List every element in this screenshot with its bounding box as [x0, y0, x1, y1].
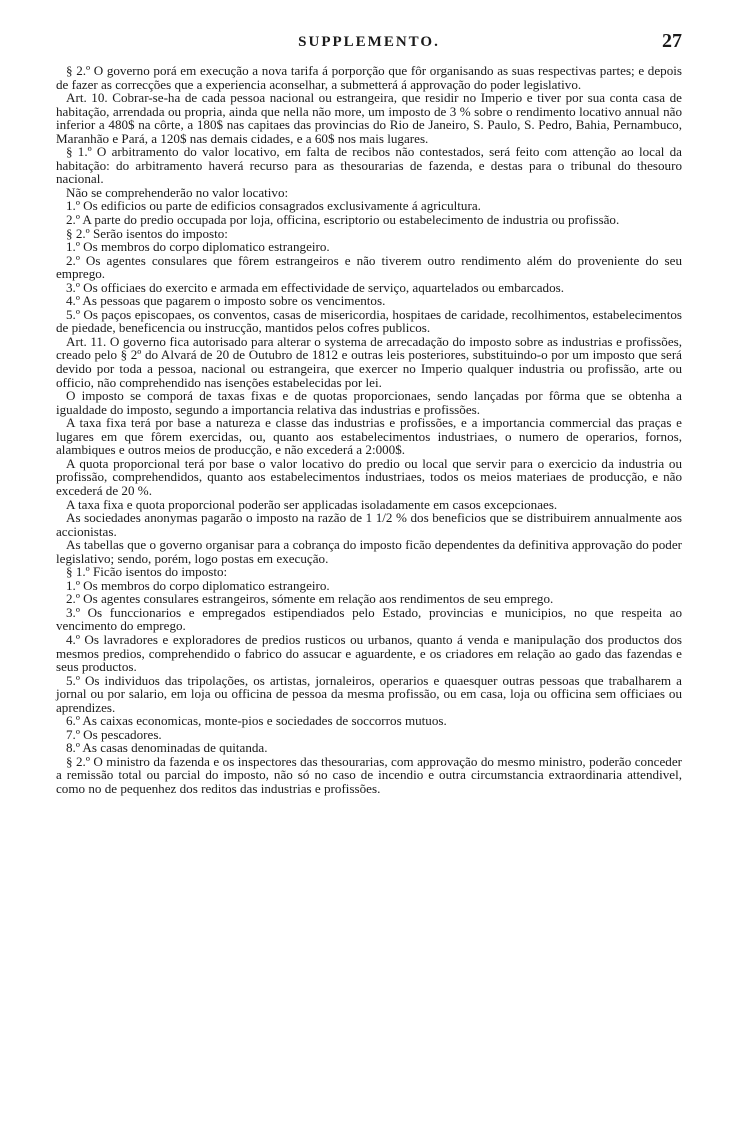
paragraph: As tabellas que o governo organisar para a cobrança do imposto ficão dependentes da definitiva approvação do poder legislativo; sendo, porém, logo postas em execução. — [56, 537, 682, 566]
paragraph: O imposto se comporá de taxas fixas e de quotas proporcionaes, sendo lançadas por fôrma que se obtenha a igualdade do imposto, segundo a importancia relativa das industrias e profissões. — [56, 388, 682, 417]
paragraph: 4.º Os lavradores e exploradores de predios rusticos ou urbanos, quanto á venda e manipulação dos productos dos mesmos predios, comprehendido o fabrico do assucar e aguardente, e os criadores em relação ao gado das fazendas e seus productos. — [56, 631, 682, 675]
paragraph: Art. 11. O governo fica autorisado para alterar o systema de arrecadação do imposto sobre as industrias e profissões, creado pelo § 2º do Alvará de 20 de Outubro de 1812 e outras leis posteriores, substituindo-o por um imposto que será devido por toda a pessoa, nacional ou estrangeira, que exercer no Imperio qualquer industria ou profissão, arte ou officio, não comprehendido nas isenções estabelecidas por lei. — [56, 333, 682, 390]
paragraph: 5.º Os paços episcopaes, os conventos, casas de misericordia, hospitaes de caridade, recolhimentos, estabelecimentos de piedade, beneficencia ou instrucção, mantidos pelos cofres publicos. — [56, 306, 682, 336]
paragraph: 1.º Os membros do corpo diplomatico estrangeiro. — [66, 577, 330, 593]
running-head: SUPPLEMENTO. — [298, 34, 440, 50]
paragraph: A quota proporcional terá por base o valor locativo do predio ou local que servir para o exercicio da industria ou profissão, comprehendidos, quanto aos estabelecimentos industriaes, todos os meios materiaes de producção, e não excederá de 20 %. — [56, 455, 682, 498]
paragraph: 1.º Os membros do corpo diplomatico estrangeiro. — [66, 239, 330, 255]
paragraph: 2.º Os agentes consulares que fôrem estrangeiros e não tiverem outro rendimento além do proveniente do seu emprego. — [56, 252, 682, 282]
paragraph: 7.º Os pescadores. — [66, 726, 162, 742]
body-text — [56, 64, 682, 796]
paragraph: 2.º Os agentes consulares estrangeiros, sómente em relação aos rendimentos de seu emprego. — [66, 591, 554, 607]
paragraph: 5.º Os individuos das tripolações, os artistas, jornaleiros, operarios e quaesquer outras pessoas que trabalharem a jornal ou por salario, em loja ou officina de pessoa da mesma profissão, ou em casa, loja ou officina sem officiaes ou aprendizes. — [56, 672, 682, 715]
page-header — [56, 30, 682, 60]
paragraph: 1.º Os edificios ou parte de edificios consagrados exclusivamente á agricultura. — [66, 198, 481, 214]
paragraph: 2.º A parte do predio occupada por loja, officina, escriptorio ou estabelecimento de industria ou profissão. — [66, 212, 620, 228]
paragraph: § 1.º O arbitramento do valor locativo, em falta de recibos não contestados, será feito com attenção ao local da habitação: do arbitramento haverá recurso para as thesourarias de fazenda, e destas para o tribunal do thesouro nacional. — [56, 144, 682, 187]
paragraph: § 2.º Serão isentos do imposto: — [66, 225, 228, 241]
paragraph: § 1.º Ficão isentos do imposto: — [66, 564, 228, 580]
paragraph: § 2.º O governo porá em execução a nova tarifa á porporção que fôr organisando as suas respectivas partes; e depois de fazer as correcções que a experiencia aconselhar, a submetterá á approvação do poder legislativo. — [56, 63, 682, 92]
paragraph: As sociedades anonymas pagarão o imposto na razão de 1 1/2 % dos beneficios que se distribuirem annualmente aos accionistas. — [56, 510, 682, 539]
paragraph: 3.º Os officiaes do exercito e armada em effectividade de serviço, aquartelados ou embarcados. — [66, 279, 565, 295]
paragraph: Não se comprehenderão no valor locativo: — [66, 184, 289, 200]
paragraph: § 2.º O ministro da fazenda e os inspectores das thesourarias, com approvação do mesmo ministro, poderão conceder a remissão total ou parcial do imposto, não só no caso de incendio e outra circumstancia extraordinaria attendivel, como no de pequenhez dos reditos das industrias e profissões. — [56, 753, 682, 796]
paragraph: A taxa fixa terá por base a natureza e classe das industrias e profissões, e a importancia commercial das praças e lugares em que fôrem exercidas, ou, quanto aos estabelecimentos industriaes, o numero de operarios, fornos, alambiques e outros meios de producção, e não excederá a 2:000$. — [56, 415, 682, 458]
paragraph: A taxa fixa e quota proporcional poderão ser applicadas isoladamente em casos excepcionaes. — [66, 496, 558, 512]
page-number: 27 — [662, 30, 682, 52]
paragraph: 8.º As casas denominadas de quitanda. — [66, 740, 268, 756]
paragraph: 3.º Os funccionarios e empregados estipendiados pelo Estado, provincias e municipios, no que respeita ao vencimento do emprego. — [56, 604, 682, 634]
paragraph: 6.º As caixas economicas, monte-pios e sociedades de soccorros mutuos. — [66, 713, 447, 729]
paragraph: Art. 10. Cobrar-se-ha de cada pessoa nacional ou estrangeira, que residir no Imperio e tiver por sua conta casa de habitação, arrendada ou propria, ainda que nella não more, um imposto de 3 % sobre o rendimento locativo annual não inferior a 480$ na côrte, a 180$ nas capitaes das provincias do Rio de Janeiro, S. Paulo, S. Pedro, Bahia, Pernambuco, Maranhão e Pará, a 120$ nas demais cidades, e a 60$ nos mais lugares. — [56, 90, 682, 146]
paragraph: 4.º As pessoas que pagarem o imposto sobre os vencimentos. — [66, 293, 386, 309]
